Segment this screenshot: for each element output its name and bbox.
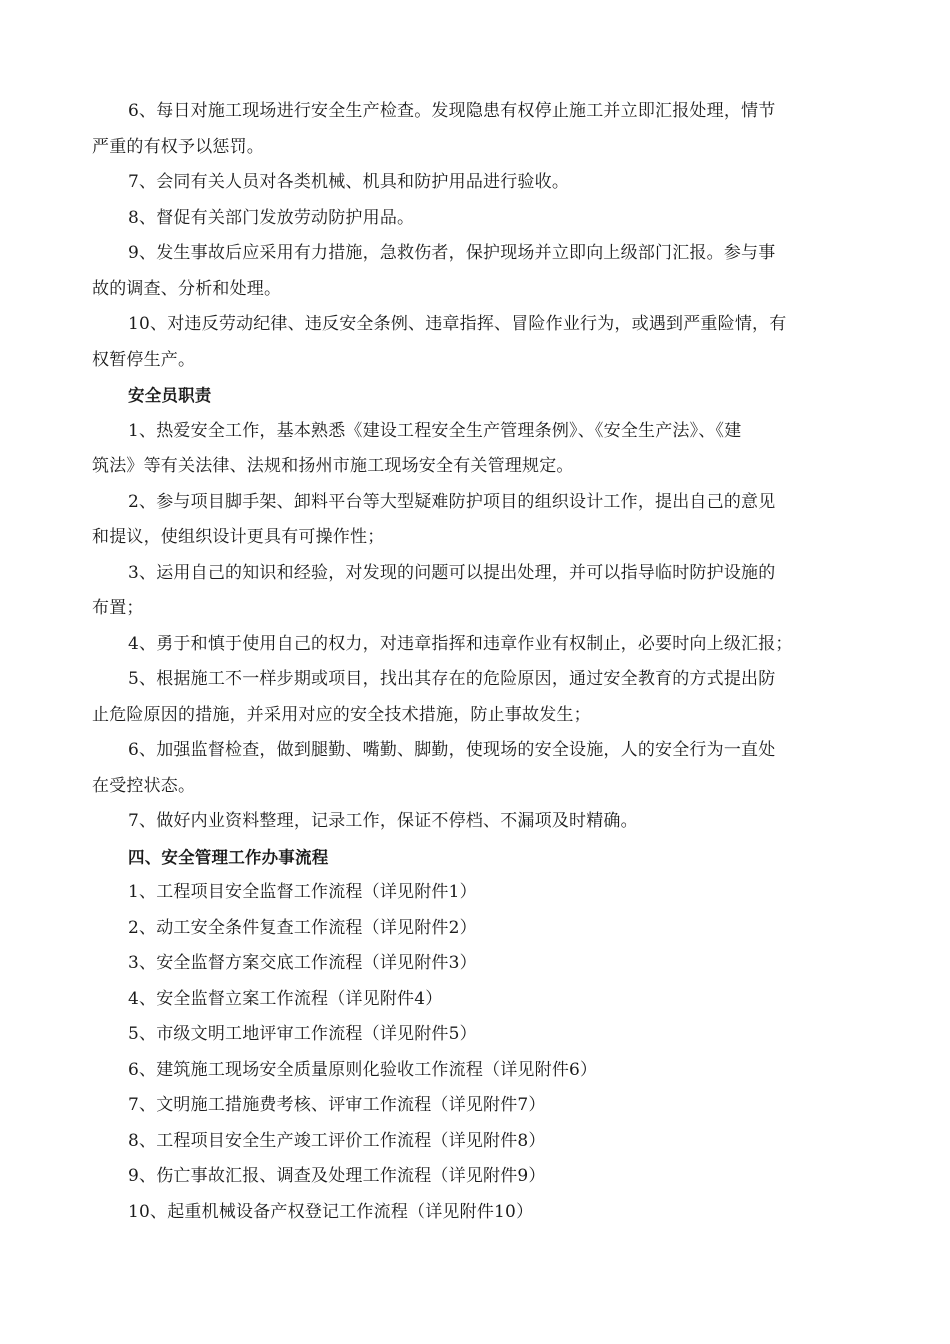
paragraph-line: 严重的有权予以惩罚。 (92, 136, 264, 157)
paragraph-line: 8、督促有关部门发放劳动防护用品。 (128, 207, 415, 228)
document-page (92, 94, 852, 1230)
list-item: 8、工程项目安全生产竣工评价工作流程（详见附件8） (128, 1130, 546, 1151)
paragraph-line: 10、对违反劳动纪律、违反安全条例、违章指挥、冒险作业行为，或遇到严重险情，有 (128, 314, 787, 334)
list-item: 4、安全监督立案工作流程（详见附件4） (128, 988, 443, 1009)
list-item: 2、动工安全条件复查工作流程（详见附件2） (128, 917, 477, 938)
paragraph-line: 4、勇于和慎于使用自己的权力，对违章指挥和违章作业有权制止，必要时向上级汇报； (128, 633, 793, 654)
list-item: 1、工程项目安全监督工作流程（详见附件1） (128, 882, 477, 902)
paragraph-line: 6、加强监督检查，做到腿勤、嘴勤、脚勤，使现场的安全设施，人的安全行为一直处 (128, 740, 776, 760)
paragraph-line: 止危险原因的措施，并采用对应的安全技术措施，防止事故发生； (92, 704, 591, 725)
paragraph-line: 和提议，使组织设计更具有可操作性； (92, 527, 385, 547)
list-item: 5、市级文明工地评审工作流程（详见附件5） (128, 1024, 477, 1044)
section-heading: 四、安全管理工作办事流程 (128, 847, 329, 867)
paragraph-line: 布置； (92, 598, 144, 618)
paragraph-line: 2、参与项目脚手架、卸料平台等大型疑难防护项目的组织设计工作，提出自己的意见 (128, 491, 776, 512)
list-item: 9、伤亡事故汇报、调查及处理工作流程（详见附件9） (128, 1166, 546, 1186)
paragraph-line: 故的调查、分析和处理。 (92, 278, 282, 299)
list-item: 6、建筑施工现场安全质量原则化验收工作流程（详见附件6） (128, 1059, 598, 1080)
paragraph-line: 6、每日对施工现场进行安全生产检查。发现隐患有权停止施工并立即汇报处理，情节 (128, 101, 776, 121)
list-item: 10、起重机械设备产权登记工作流程（详见附件10） (128, 1201, 534, 1222)
paragraph-line: 9、发生事故后应采用有力措施，急救伤者，保护现场并立即向上级部门汇报。参与事 (128, 243, 776, 263)
paragraph-line: 3、运用自己的知识和经验，对发现的问题可以提出处理，并可以指导临时防护设施的 (128, 562, 776, 583)
paragraph-line: 7、会同有关人员对各类机械、机具和防护用品进行验收。 (128, 172, 570, 192)
list-item: 7、文明施工措施费考核、评审工作流程（详见附件7） (128, 1095, 546, 1115)
paragraph-line: 1、热爱安全工作，基本熟悉《建设工程安全生产管理条例》、《安全生产法》、《建 (128, 420, 742, 441)
paragraph-line: 5、根据施工不一样步期或项目，找出其存在的危险原因，通过安全教育的方式提出防 (128, 669, 776, 689)
section-heading: 安全员职责 (128, 386, 212, 405)
paragraph-line: 在受控状态。 (92, 775, 196, 796)
paragraph-line: 权暂停生产。 (92, 349, 196, 370)
paragraph-line: 筑法》等有关法律、法规和扬州市施工现场安全有关管理规定。 (92, 456, 574, 476)
list-item: 3、安全监督方案交底工作流程（详见附件3） (128, 953, 477, 973)
paragraph-line: 7、做好内业资料整理，记录工作，保证不停档、不漏项及时精确。 (128, 811, 638, 831)
